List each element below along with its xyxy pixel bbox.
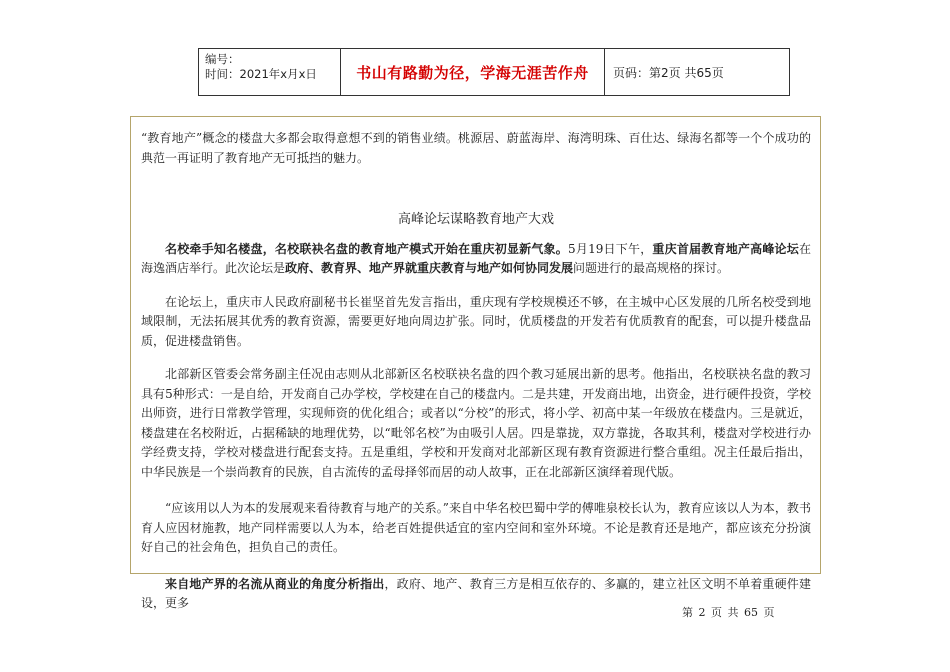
text-segment: 问题进行的最高规格的探讨。 xyxy=(573,261,730,275)
document-number-label: 编号： xyxy=(205,52,240,66)
header-motto: 书山有路勤为径，学海无涯苦作舟 xyxy=(341,49,605,95)
bold-lead-phrase: 来自地产界的名流从商业的角度分析指出 xyxy=(165,576,385,591)
section-title: 高峰论坛谋略教育地产大戏 xyxy=(397,212,554,227)
bold-forum-name: 重庆首届教育地产高峰论坛 xyxy=(652,241,799,256)
paragraph-five-forms: 北部新区管委会常务副主任况由志则从北部新区名校联袂名盘的四个教习延展出新的思考。他指出，名校联袂名盘的教习具有5种形式：一是自给，开发商自己办学校，学校建在自己的楼盘内。二是共建，开发商出地，出资金，进行硬件投资，学校出师资，进行日常教学管理，实现师资的优化组合；或者以“分校”的形式，将小学、初高中某一年级放在楼盘内。三是就近，楼盘建在名校附近，占据稀缺的地理优势，以“毗邻名校”为由吸引人居。四是靠拢，双方靠拢，各取其利，楼盘对学校进行办学经费支持，学校对楼盘进行配套支持。五是重组，学校和开发商对北部新区现有教育资源进行整合重组。况主任最后指出，中华民族是一个崇尚教育的民族，自古流传的孟母择邻而居的动人故事，正在北部新区演绎着现代版。 xyxy=(141,367,811,479)
header-meta-cell xyxy=(199,49,341,95)
paragraph-government-speech: 在论坛上，重庆市人民政府副秘书长崔坚首先发言指出，重庆现有学校规模还不够，在主城中心区发展的几所名校受到地域限制，无法拓展其优秀的教育资源，需要更好地向周边扩张。同时，优质楼盘的开发若有优质教育的配套，可以提升楼盘品质，促进楼盘销售。 xyxy=(141,294,811,348)
header-page-number: 页码：第2页 共65页 xyxy=(613,65,724,80)
text-segment: 5月19日下午， xyxy=(568,241,653,256)
article-body xyxy=(141,129,811,614)
paragraph-forum-intro xyxy=(141,240,811,279)
page-footer: 第 2 页 共 65 页 xyxy=(682,606,775,619)
page-header-table xyxy=(198,48,790,96)
document-date-label: 时间：2021年x月x日 xyxy=(205,67,317,81)
text-segment: ，政府、地产、教育三方是相互依存的、多赢的，建立社区文明不单着重硬件建设，更多 xyxy=(141,576,811,610)
intro-paragraph: “教育地产”概念的楼盘大多都会取得意想不到的销售业绩。桃源居、蔚蓝海岸、海湾明珠、百仕达、绿海名都等一个个成功的典范一再证明了教育地产无可抵挡的魅力。 xyxy=(141,131,811,165)
content-frame xyxy=(130,116,821,610)
bold-participants: 政府、教育界、地产界就重庆教育与地产如何协同发展 xyxy=(285,261,574,275)
bold-lead-phrase: 名校牵手知名楼盘，名校联袂名盘的教育地产模式开始在重庆初显新气象。 xyxy=(165,241,569,256)
paragraph-principal-quote: “应该用以人为本的发展观来看待教育与地产的关系。”来自中华名校巴蜀中学的傅唯泉校长认为，教育应该以人为本，教书育人应因材施教，地产同样需要以人为本，给老百姓提供适宜的室内空间和室外环境。不论是教育还是地产，都应该充分扮演好自己的社会角色，担负自己的责任。 xyxy=(141,501,811,554)
text-segment: 在海逸酒店举行。此次论坛是 xyxy=(141,241,811,275)
